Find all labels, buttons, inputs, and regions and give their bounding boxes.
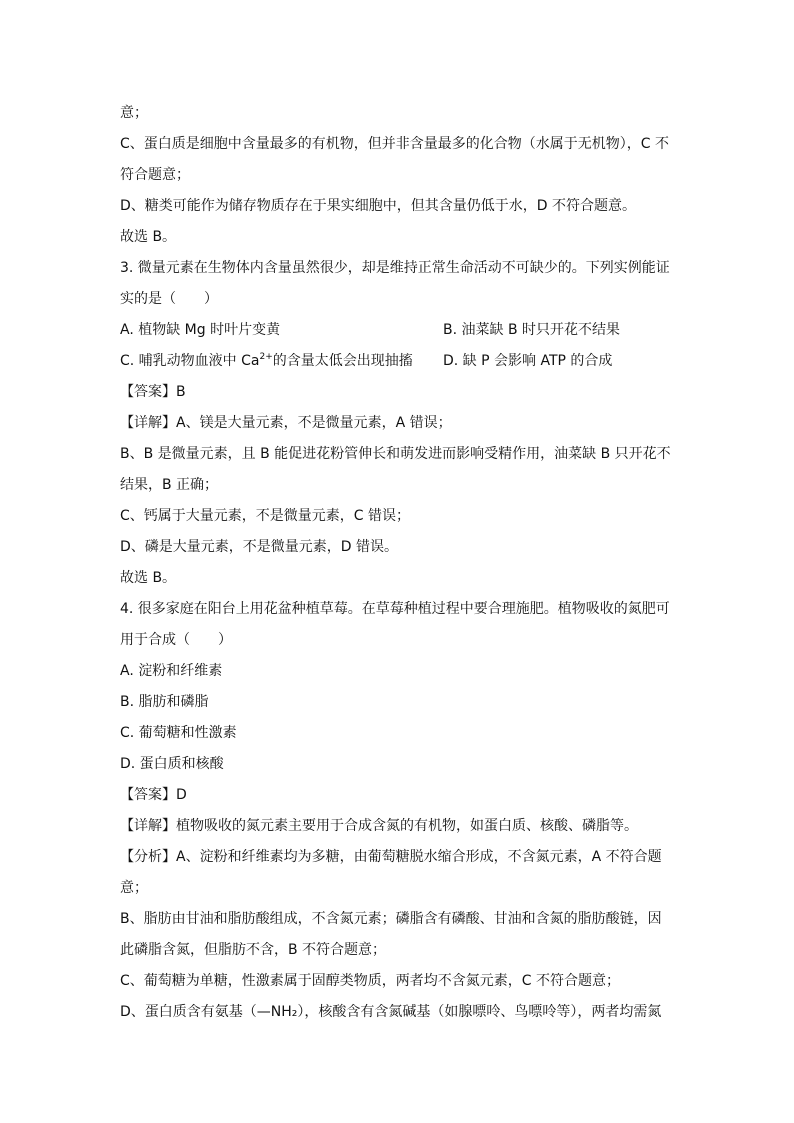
explanation-line: D、磷是大量元素，不是微量元素，D 错误。: [120, 539, 399, 555]
option-c: C. 葡萄糖和性激素: [120, 725, 237, 741]
text-line: C、蛋白质是细胞中含量最多的有机物，但并非含量最多的化合物（水属于无机物），C 不: [120, 136, 669, 152]
explanation-line: C、钙属于大量元素，不是微量元素，C 错误；: [120, 508, 410, 524]
question-3-stem: 实的是（ ）: [120, 291, 218, 307]
explanation-line: B、脂肪由甘油和脂肪酸组成，不含氮元素；磷脂含有磷酸、甘油和含氮的脂肪酸链，因: [120, 911, 662, 927]
explanation-line: 故选 B。: [120, 570, 177, 586]
explanation-line: D、蛋白质含有氨基（—NH₂），核酸含有含氮碱基（如腺嘌呤、鸟嘌呤等），两者均需氮: [120, 1004, 662, 1020]
question-4-stem: 4. 很多家庭在阳台上用花盆种植草莓。在草莓种植过程中要合理施肥。植物吸收的氮肥可: [120, 601, 670, 617]
explanation-line: 结果，B 正确；: [120, 477, 219, 493]
option-c-text: C. 哺乳动物血液中 Ca: [120, 353, 260, 369]
superscript: 2+: [259, 352, 273, 362]
option-a: A. 植物缺 Mg 时叶片变黄: [120, 322, 281, 338]
explanation-line: 意；: [120, 880, 148, 896]
question-4-stem: 用于合成（ ）: [120, 632, 232, 648]
explanation-line: C、葡萄糖为单糖，性激素属于固醇类物质，两者均不含氮元素，C 不符合题意；: [120, 973, 620, 989]
explanation-line: 此磷脂含氮，但脂肪不含，B 不符合题意；: [120, 942, 387, 958]
text-line: 意；: [120, 105, 148, 121]
text-line: D、糖类可能作为储存物质存在于果实细胞中，但其含量仍低于水，D 不符合题意。: [120, 198, 637, 214]
answer-4: 【答案】D: [120, 787, 187, 803]
option-d: D. 缺 P 会影响 ATP 的合成: [443, 353, 613, 369]
option-b: B. 油菜缺 B 时只开花不结果: [443, 322, 621, 338]
text-line: 故选 B。: [120, 229, 177, 245]
option-b: B. 脂肪和磷脂: [120, 694, 209, 710]
option-d: D. 蛋白质和核酸: [120, 756, 224, 772]
question-3-stem: 3. 微量元素在生物体内含量虽然很少，却是维持正常生命活动不可缺少的。下列实例能证: [120, 260, 670, 276]
answer-3: 【答案】B: [120, 384, 186, 400]
option-a: A. 淀粉和纤维素: [120, 663, 223, 679]
option-c-text: 的含量太低会出现抽搐: [272, 353, 413, 369]
explanation-line: 【详解】植物吸收的氮元素主要用于合成含氮的有机物，如蛋白质、核酸、磷脂等。: [120, 818, 638, 834]
text-line: 符合题意；: [120, 167, 190, 183]
explanation-line: 【分析】A、淀粉和纤维素均为多糖，由葡萄糖脱水缩合形成，不含氮元素，A 不符合题: [120, 849, 662, 865]
explanation-line: B、B 是微量元素，且 B 能促进花粉管伸长和萌发进而影响受精作用，油菜缺 B 只开花不: [120, 446, 671, 462]
explanation-line: 【详解】A、镁是大量元素，不是微量元素，A 错误；: [120, 415, 452, 431]
